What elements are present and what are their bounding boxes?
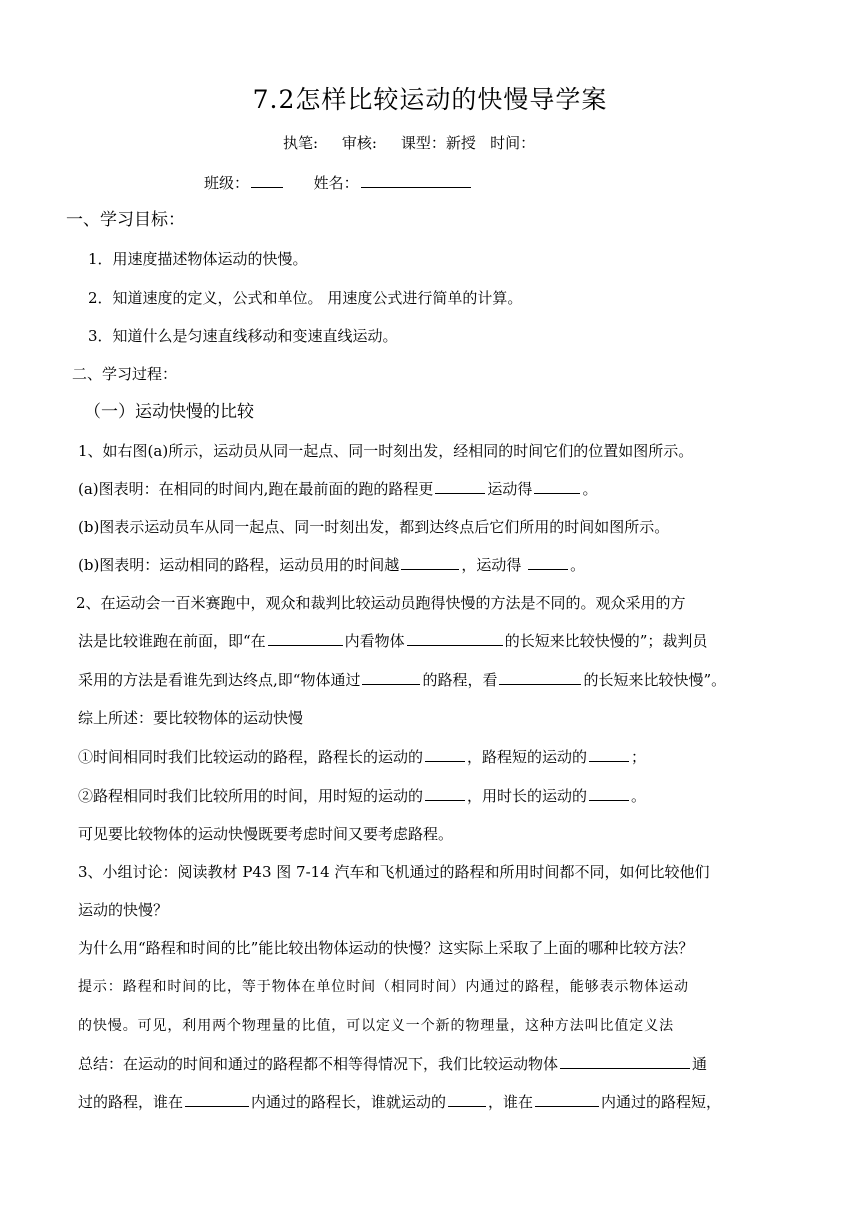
answer-blank[interactable] bbox=[560, 1053, 690, 1069]
objective-item: 3．知道什么是匀速直线移动和变速直线运动。 bbox=[88, 327, 398, 345]
section2-subheading: （一）运动快慢的比较 bbox=[84, 402, 254, 422]
paragraph-2: (a)图表明：在相同的时间内,跑在最前面的跑的路程更 运动得 。 bbox=[78, 480, 598, 498]
paragraph-10a: 3、小组讨论：阅读教材 P43 图 7-14 汽车和飞机通过的路程和所用时间都不同，如何比较他们 bbox=[78, 863, 710, 881]
answer-blank[interactable] bbox=[448, 1091, 486, 1107]
section1-heading: 一、学习目标： bbox=[66, 210, 185, 230]
objective-item: 2．知道速度的定义，公式和单位。 用速度公式进行简单的计算。 bbox=[88, 289, 523, 307]
class-blank[interactable] bbox=[251, 172, 283, 188]
paragraph-5a: 2、在运动会一百米赛跑中，观众和裁判比较运动员跑得快慢的方法是不同的。观众采用的方 bbox=[76, 594, 686, 612]
answer-blank[interactable] bbox=[401, 554, 459, 570]
answer-blank[interactable] bbox=[528, 554, 568, 570]
objective-item: 1．用速度描述物体运动的快慢。 bbox=[88, 250, 308, 268]
lesson-type-label: 课型：新授 bbox=[400, 134, 476, 152]
answer-blank[interactable] bbox=[499, 669, 581, 685]
summary-line-1: 总结：在运动的时间和通过的路程都不相等得情况下，我们比较运动物体 通 bbox=[78, 1055, 708, 1073]
paragraph-7: ①时间相同时我们比较运动的路程，路程长的运动的 ，路程短的运动的 ； bbox=[78, 748, 647, 766]
hint-line-1: 提示：路程和时间的比，等于物体在单位时间（相同时间）内通过的路程，能够表示物体运动 bbox=[78, 979, 689, 995]
page-title: 7.2怎样比较运动的快慢导学案 bbox=[252, 85, 608, 114]
answer-blank[interactable] bbox=[185, 1091, 249, 1107]
answer-blank[interactable] bbox=[268, 630, 343, 646]
writer-label: 执笔: bbox=[283, 134, 319, 152]
paragraph-6: 综上所述：要比较物体的运动快慢 bbox=[78, 709, 304, 727]
class-label: 班级： bbox=[204, 174, 250, 192]
answer-blank[interactable] bbox=[407, 630, 503, 646]
paragraph-9: 可见要比较物体的运动快慢既要考虑时间又要考虑路程。 bbox=[78, 825, 454, 843]
paragraph-4: (b)图表明：运动相同的路程，运动员用的时间越 ，运动得 。 bbox=[78, 556, 586, 574]
answer-blank[interactable] bbox=[589, 785, 629, 801]
paragraph-8: ②路程相同时我们比较所用的时间，用时短的运动的 ，用时长的运动的 。 bbox=[78, 787, 647, 805]
name-label: 姓名： bbox=[313, 174, 359, 192]
hint-line-2: 的快慢。可见，利用两个物理量的比值，可以定义一个新的物理量，这种方法叫比值定义法 bbox=[78, 1018, 674, 1034]
paragraph-5c: 采用的方法是看谁先到达终点,即“物体通过 的路程，看 的长短来比较快慢”。 bbox=[78, 671, 727, 689]
paragraph-1: 1、如右图(a)所示，运动员从同一起点、同一时刻出发，经相同的时间它们的位置如图所示。 bbox=[78, 442, 694, 460]
answer-blank[interactable] bbox=[589, 746, 629, 762]
section2-heading: 二、学习过程： bbox=[72, 365, 178, 383]
time-label: 时间： bbox=[490, 134, 536, 152]
meta-line bbox=[283, 132, 535, 153]
paragraph-10b: 运动的快慢？ bbox=[78, 901, 169, 919]
answer-blank[interactable] bbox=[362, 669, 420, 685]
answer-blank[interactable] bbox=[535, 1091, 599, 1107]
reviewer-label: 审核: bbox=[341, 134, 377, 152]
paragraph-11: 为什么用“路程和时间的比”能比较出物体运动的快慢？这实际上采取了上面的哪种比较方法？ bbox=[78, 939, 694, 957]
paragraph-3: (b)图表示运动员车从同一起点、同一时刻出发，都到达终点后它们所用的时间如图所示。 bbox=[78, 518, 670, 536]
name-blank[interactable] bbox=[361, 172, 471, 188]
class-name-line bbox=[204, 172, 473, 193]
summary-line-2: 过的路程，谁在 内通过的路程长，谁就运动的 ，谁在 内通过的路程短， bbox=[78, 1093, 722, 1111]
paragraph-5b: 法是比较谁跑在前面，即“在 内看物体 的长短来比较快慢的”；裁判员 bbox=[78, 632, 708, 650]
answer-blank[interactable] bbox=[435, 478, 485, 494]
answer-blank[interactable] bbox=[425, 746, 465, 762]
answer-blank[interactable] bbox=[425, 785, 465, 801]
answer-blank[interactable] bbox=[534, 478, 580, 494]
